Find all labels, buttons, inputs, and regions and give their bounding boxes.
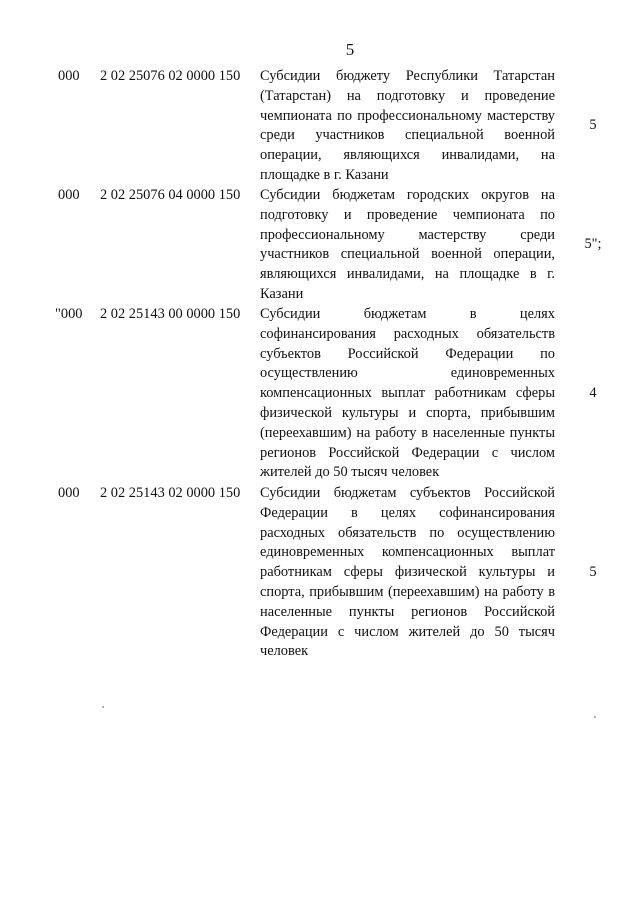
budget-classification-code: 2 02 25143 02 0000 150 xyxy=(100,485,241,501)
budget-classification-code: 2 02 25143 00 0000 150 xyxy=(100,306,241,322)
admin-code: 000 xyxy=(58,68,80,84)
budget-classification-code: 2 02 25076 04 0000 150 xyxy=(100,187,241,203)
admin-code: 000 xyxy=(58,187,80,203)
admin-code: "000 xyxy=(55,306,83,322)
amount-value: 5 xyxy=(589,564,597,580)
income-description: Субсидии бюджетам в целях софинансирования расходных обязательств субъектов Российской Федерации по осуществлению единовременных компенсационных выплат работникам сферы физической культуры и спорта, прибывшим (переехавшим) на работу в населенные пункты регионов Российской Федерации с числом жителей до 50 тысяч человек xyxy=(260,306,555,481)
income-description: Субсидии бюджету Республики Татарстан (Татарстан) на подготовку и проведение чемпионата по профессиональному мастерству среди участников специальной военной операции, являющихся инвалидами, на площадке в г. Казани xyxy=(260,68,555,183)
amount-value: 5"; xyxy=(584,236,602,252)
admin-code: 000 xyxy=(58,485,80,501)
page-number: 5 xyxy=(345,40,355,59)
budget-classification-code: 2 02 25076 02 0000 150 xyxy=(100,68,241,84)
amount-value: 5 xyxy=(589,117,597,133)
income-description: Субсидии бюджетам субъектов Российской Федерации в целях софинансирования расходных обязательств по осуществлению единовременных компенсационных выплат работникам сферы физической культуры и спорта, прибывшим (переехавшим) на работу в населенные пункты регионов Российской Федерации с числом жителей до 50 тысяч человек xyxy=(260,485,555,660)
income-description: Субсидии бюджетам городских округов на подготовку и проведение чемпионата по профессиональному мастерству среди участников специальной военной операции, являющихся инвалидами, на площадке в г. Казани xyxy=(260,187,555,302)
scan-speck xyxy=(594,716,596,718)
scan-speck xyxy=(102,706,104,708)
amount-value: 4 xyxy=(589,385,597,401)
